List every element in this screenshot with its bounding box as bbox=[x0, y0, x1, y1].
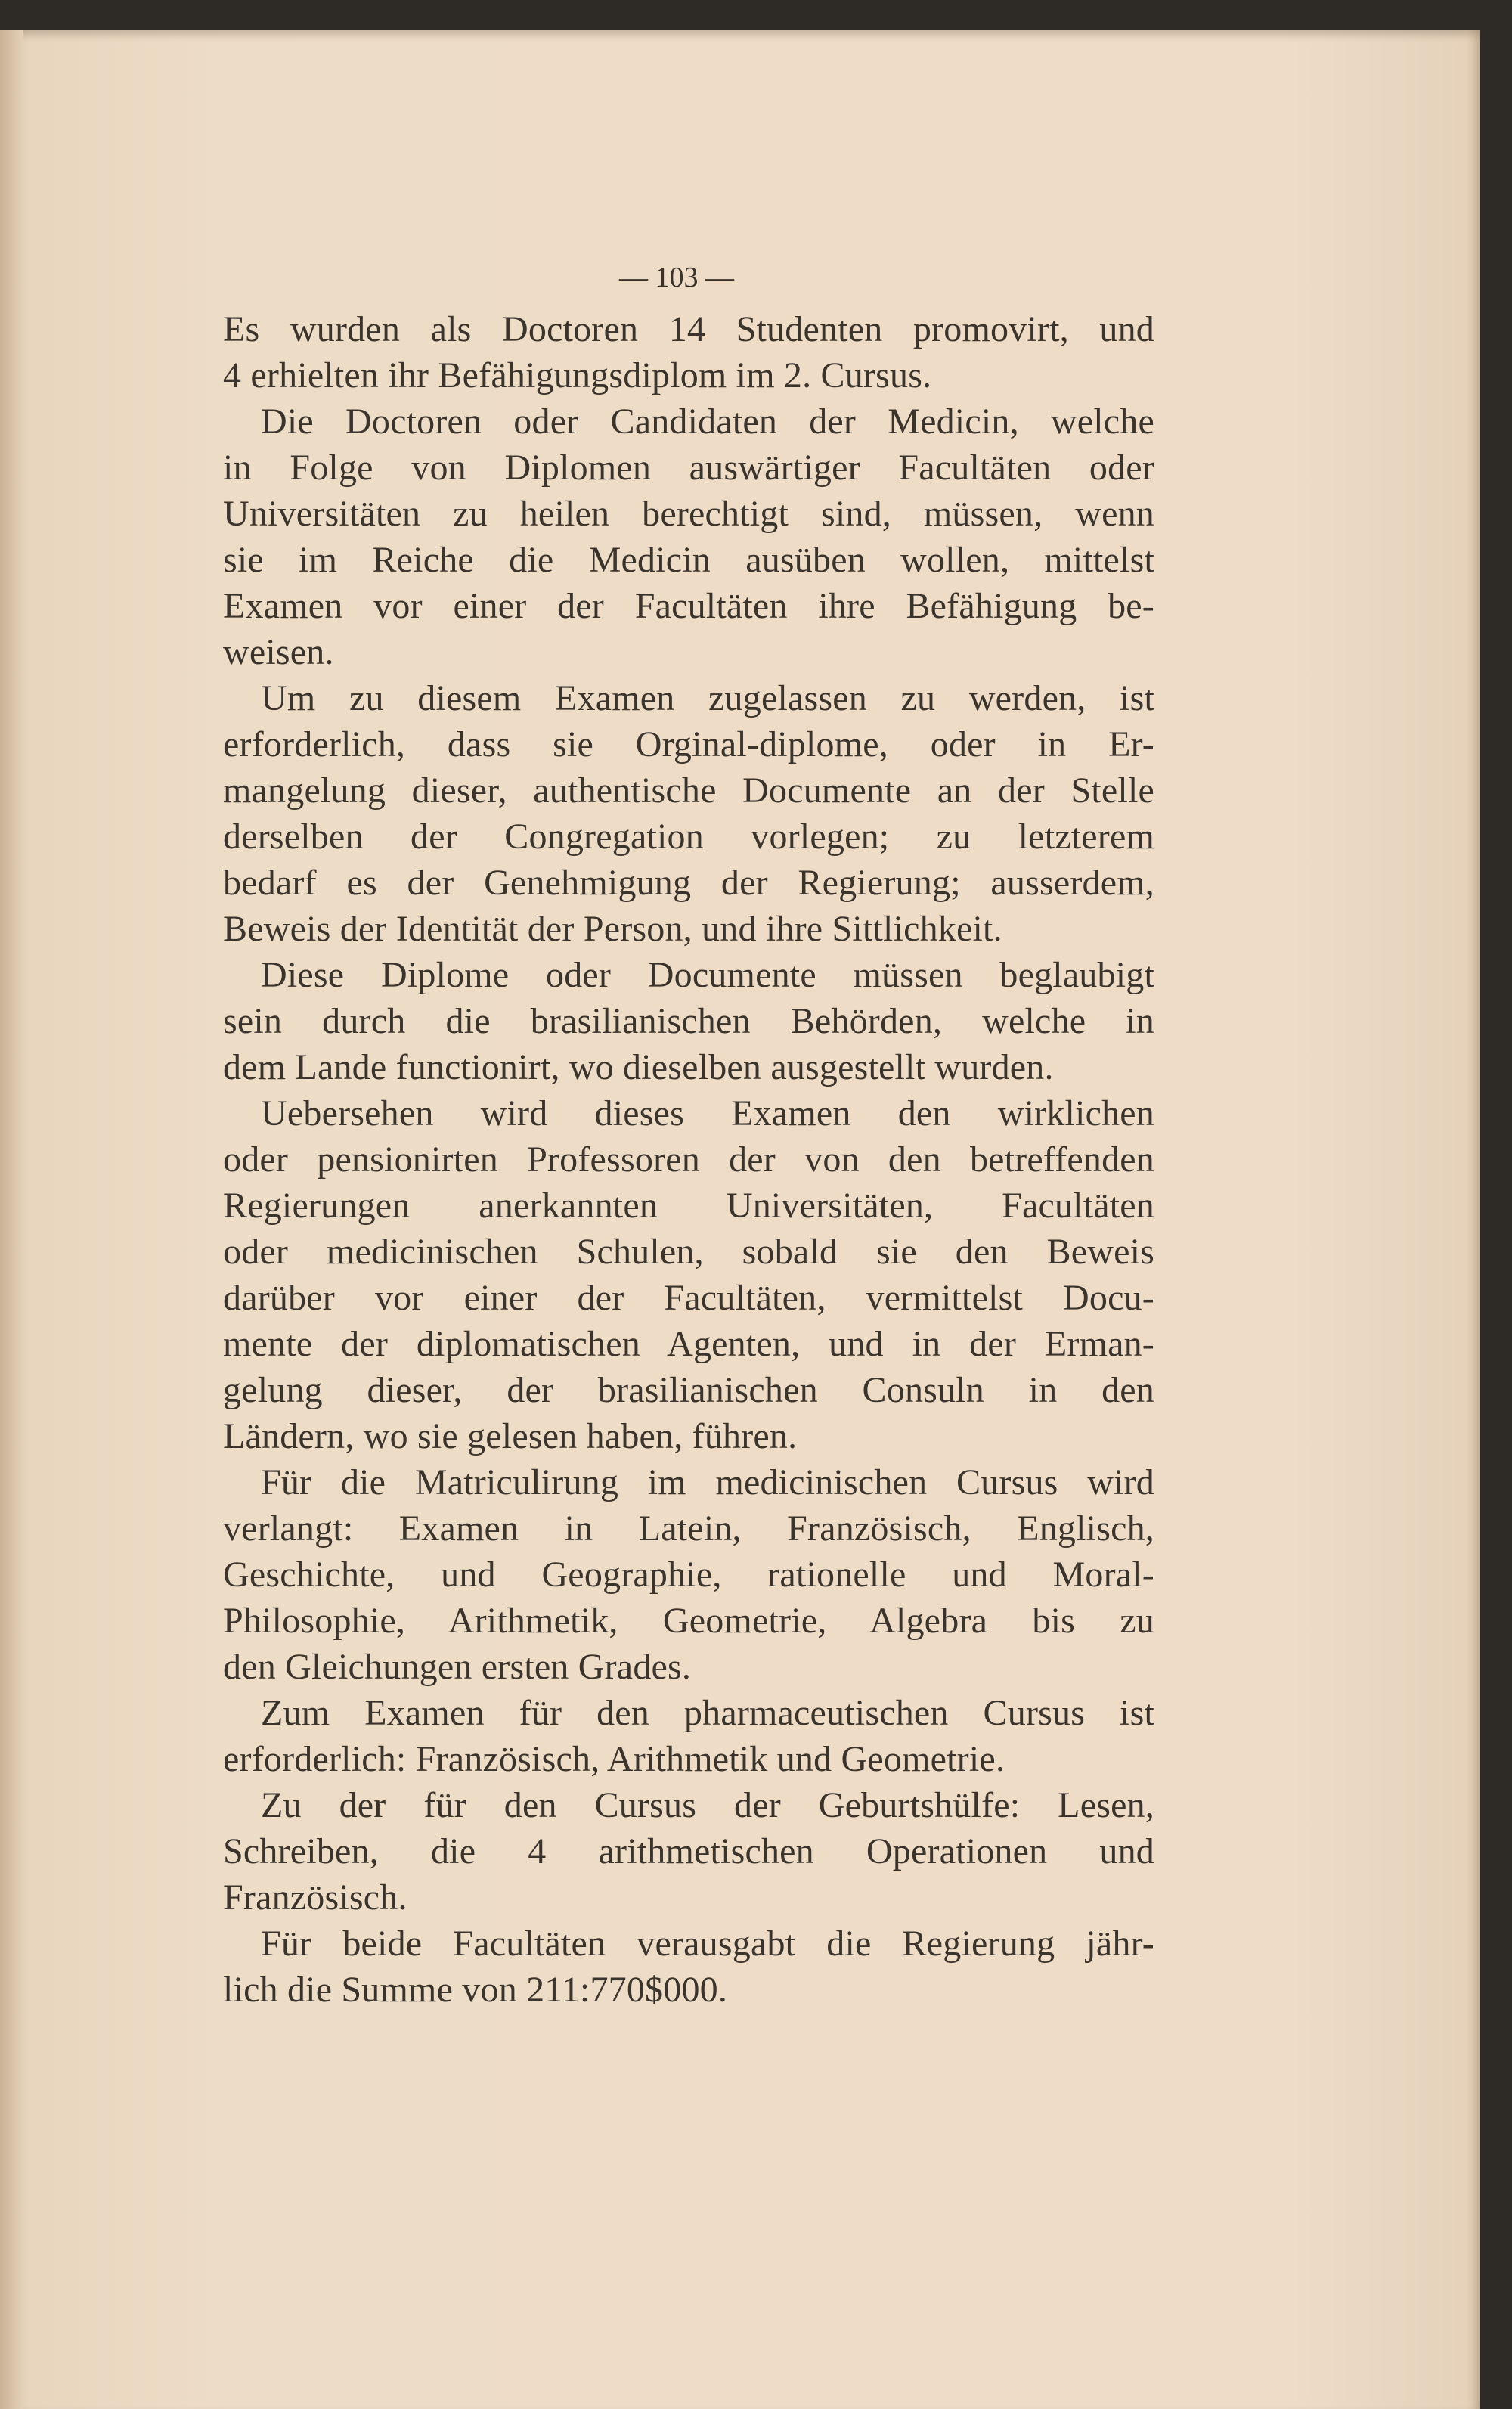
text-line: lich die Summe von 211:770$000. bbox=[223, 1970, 728, 2010]
text-line: oder medicinischen Schulen, sobald sie den Beweis bbox=[223, 1232, 1154, 1272]
text-line: Universitäten zu heilen berechtigt sind, müssen, wenn bbox=[223, 494, 1154, 534]
text-line: Uebersehen wird dieses Examen den wirklichen bbox=[261, 1093, 1154, 1133]
paragraph bbox=[223, 306, 1154, 398]
text-line: den Gleichungen ersten Grades. bbox=[223, 1647, 692, 1687]
text-line: Beweis der Identität der Person, und ihre Sittlichkeit. bbox=[223, 909, 1002, 949]
text-line: Für die Matriculirung im medicinischen Cursus wird bbox=[261, 1462, 1154, 1502]
text-line: Diese Diplome oder Documente müssen beglaubigt bbox=[261, 955, 1154, 995]
text-line: Für beide Facultäten verausgabt die Regierung jähr- bbox=[261, 1924, 1154, 1964]
text-line: mente der diplomatischen Agenten, und in der Erman- bbox=[223, 1324, 1154, 1364]
text-line: Examen vor einer der Facultäten ihre Befähigung be- bbox=[223, 586, 1154, 626]
text-line: mangelung dieser, authentische Documente an der Stelle bbox=[223, 770, 1154, 811]
text-line: oder pensionirten Professoren der von den betreffenden bbox=[223, 1139, 1154, 1180]
previous-page-edge bbox=[0, 30, 23, 2409]
paragraph bbox=[223, 398, 1154, 675]
text-line: verlangt: Examen in Latein, Französisch, Englisch, bbox=[223, 1508, 1154, 1549]
text-line: Regierungen anerkannten Universitäten, Facultäten bbox=[223, 1186, 1154, 1226]
text-line: erforderlich, dass sie Orginal-diplome, oder in Er- bbox=[223, 724, 1154, 764]
text-line: in Folge von Diplomen auswärtiger Facultäten oder bbox=[223, 448, 1154, 488]
text-line: 4 erhielten ihr Befähigungsdiplom im 2. Cursus. bbox=[223, 355, 932, 395]
text-line: Geschichte, und Geographie, rationelle und Moral- bbox=[223, 1555, 1154, 1595]
paragraph bbox=[223, 1459, 1154, 1690]
text-line: Französisch. bbox=[223, 1877, 407, 1918]
text-line: Zu der für den Cursus der Geburtshülfe: Lesen, bbox=[261, 1785, 1154, 1825]
paragraph bbox=[223, 1090, 1154, 1459]
text-line: erforderlich: Französisch, Arithmetik und Geometrie. bbox=[223, 1739, 1005, 1779]
body-text bbox=[223, 306, 1154, 2013]
text-line: sein durch die brasilianischen Behörden, welche in bbox=[223, 1001, 1154, 1041]
text-line: weisen. bbox=[223, 632, 334, 672]
paragraph bbox=[223, 1921, 1154, 2013]
page-number: — 103 — bbox=[619, 262, 734, 293]
text-line: bedarf es der Genehmigung der Regierung; ausserdem, bbox=[223, 863, 1154, 903]
text-line: sie im Reiche die Medicin ausüben wollen, mittelst bbox=[223, 540, 1154, 580]
text-line: gelung dieser, der brasilianischen Consuln in den bbox=[223, 1370, 1154, 1410]
paragraph bbox=[223, 1782, 1154, 1921]
paragraph bbox=[223, 675, 1154, 952]
text-line: Schreiben, die 4 arithmetischen Operationen und bbox=[223, 1831, 1154, 1871]
text-line: Zum Examen für den pharmaceutischen Cursus ist bbox=[261, 1693, 1154, 1733]
paragraph bbox=[223, 1690, 1154, 1782]
text-line: Philosophie, Arithmetik, Geometrie, Algebra bis zu bbox=[223, 1601, 1154, 1641]
text-line: darüber vor einer der Facultäten, vermittelst Docu- bbox=[223, 1278, 1154, 1318]
text-line: Ländern, wo sie gelesen haben, führen. bbox=[223, 1416, 798, 1456]
text-line: Um zu diesem Examen zugelassen zu werden, ist bbox=[261, 678, 1154, 718]
text-line: Die Doctoren oder Candidaten der Medicin, welche bbox=[261, 402, 1154, 442]
text-line: derselben der Congregation vorlegen; zu letzterem bbox=[223, 817, 1154, 857]
text-line: Es wurden als Doctoren 14 Studenten promovirt, und bbox=[223, 309, 1154, 349]
text-line: dem Lande functionirt, wo dieselben ausgestellt wurden. bbox=[223, 1047, 1054, 1087]
paragraph bbox=[223, 952, 1154, 1090]
